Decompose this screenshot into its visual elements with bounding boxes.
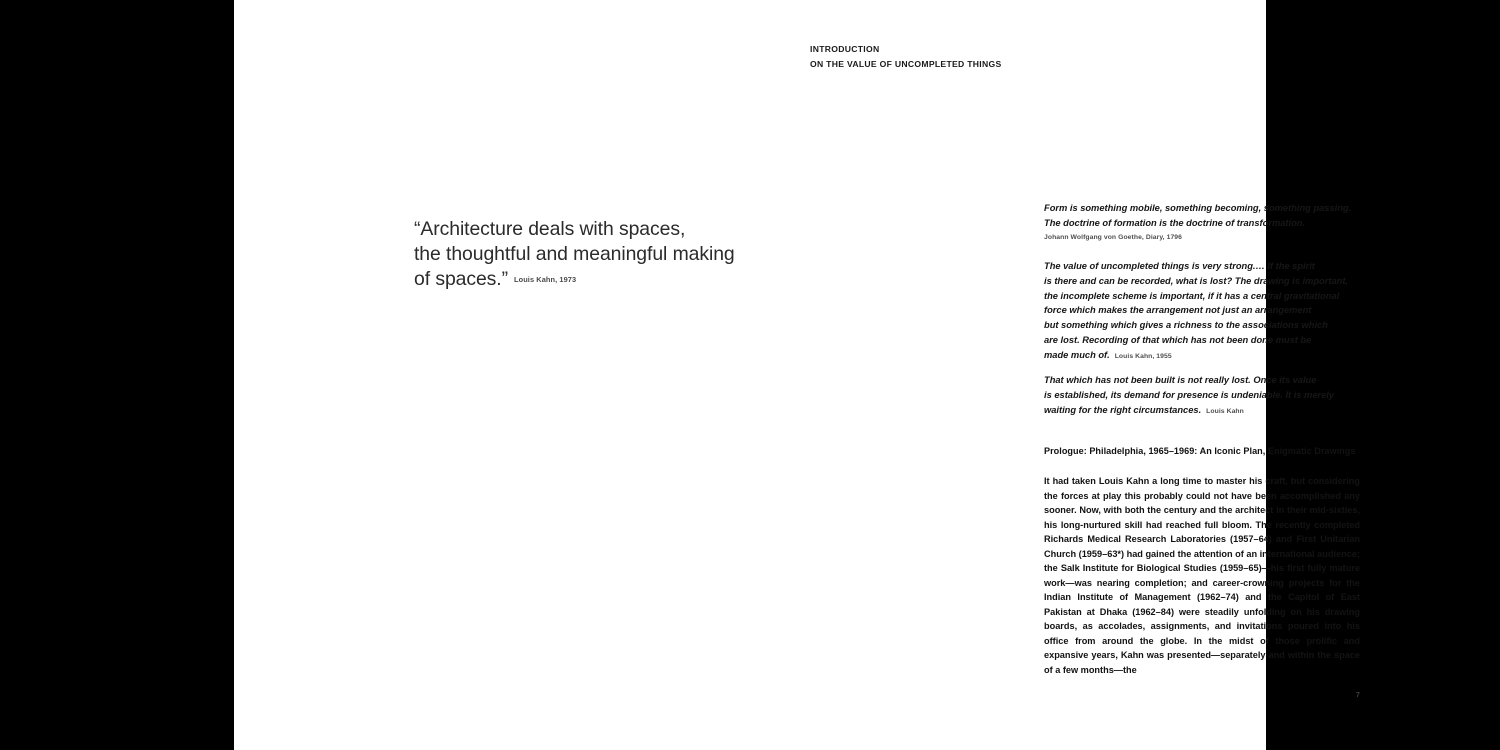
running-head-line-1: INTRODUCTION xyxy=(810,44,880,54)
epigraph-3-attribution: Louis Kahn xyxy=(1206,407,1244,415)
epigraph-3-line-2: is established, its demand for presence is undeniable. It is merely xyxy=(1044,389,1335,400)
prologue-body-paragraph: It had taken Louis Kahn a long time to master his craft, but considering the forces at play this probably could not have been accomplished any sooner. Now, with both the century and the architect in their mid-sixties, his long-nurtured skill had reached full bloom. The recently completed Richards Medical Research Laboratories (1957–64) and First Unitarian Church (1959–63*) had gained the attention of an international audience; the Salk Institute for Biological Studies (1959–65)—his first fully mature work—was nearing completion; and career-crowning projects for the Indian Institute of Management (1962–74) and the Capitol of East Pakistan at Dhaka (1962–84) were steadily unfolding on his drawing boards, as accolades, assignments, and invitations poured into his office from around the globe. In the midst of those prolific and expansive years, Kahn was presented—separately and within the space of a few months—the xyxy=(1044,476,1360,675)
epigraph-2-line-5: but something which gives a richness to the associations which xyxy=(1044,320,1328,330)
book-spread xyxy=(234,0,1360,750)
pull-quote-line-3: of spaces.” xyxy=(414,268,508,291)
epigraph-2-line-7: made much of. xyxy=(1044,349,1110,360)
epigraph-goethe xyxy=(1044,201,1360,243)
epigraph-3-line-3: waiting for the right circumstances. xyxy=(1044,404,1202,415)
epigraph-2-line-3: the incomplete scheme is important, if it has a central gravitational xyxy=(1044,290,1340,301)
epigraph-3-line-1: That which has not been built is not really lost. Once its value xyxy=(1044,375,1317,385)
epigraph-1-attribution: Johann Wolfgang von Goethe, Diary, 1796 xyxy=(1044,233,1182,241)
prologue-heading: Prologue: Philadelphia, 1965–1969: An Iconic Plan, Enigmatic Drawings xyxy=(1044,446,1356,456)
epigraph-2-line-1: The value of uncompleted things is very strong.… If the spirit xyxy=(1044,261,1315,271)
epigraph-1-line-2: The doctrine of formation is the doctrine of transformation. xyxy=(1044,217,1306,228)
epigraph-2-line-4: force which makes the arrangement not just an arrangement xyxy=(1044,305,1312,316)
pull-quote xyxy=(414,217,744,291)
epigraph-2-line-2: is there and can be recorded, what is lost? The drawing is important, xyxy=(1044,275,1348,286)
left-page xyxy=(234,0,750,750)
pull-quote-line-2: the thoughtful and meaningful making xyxy=(414,243,735,266)
running-head xyxy=(810,42,1140,72)
epigraph-1-line-1: Form is something mobile, something becoming, something passing. xyxy=(1044,203,1352,213)
epigraph-kahn-1955 xyxy=(1044,259,1360,362)
running-head-line-2: ON THE VALUE OF UNCOMPLETED THINGS xyxy=(810,58,1002,69)
epigraph-kahn xyxy=(1044,373,1360,417)
page-number: 7 xyxy=(1355,690,1360,699)
right-page xyxy=(750,0,1360,750)
pull-quote-attribution: Louis Kahn, 1973 xyxy=(514,275,577,285)
pull-quote-line-1: “Architecture deals with spaces, xyxy=(414,218,686,241)
epigraph-2-attribution: Louis Kahn, 1955 xyxy=(1114,352,1172,360)
epigraph-2-line-6: are lost. Recording of that which has not been done must be xyxy=(1044,334,1312,345)
